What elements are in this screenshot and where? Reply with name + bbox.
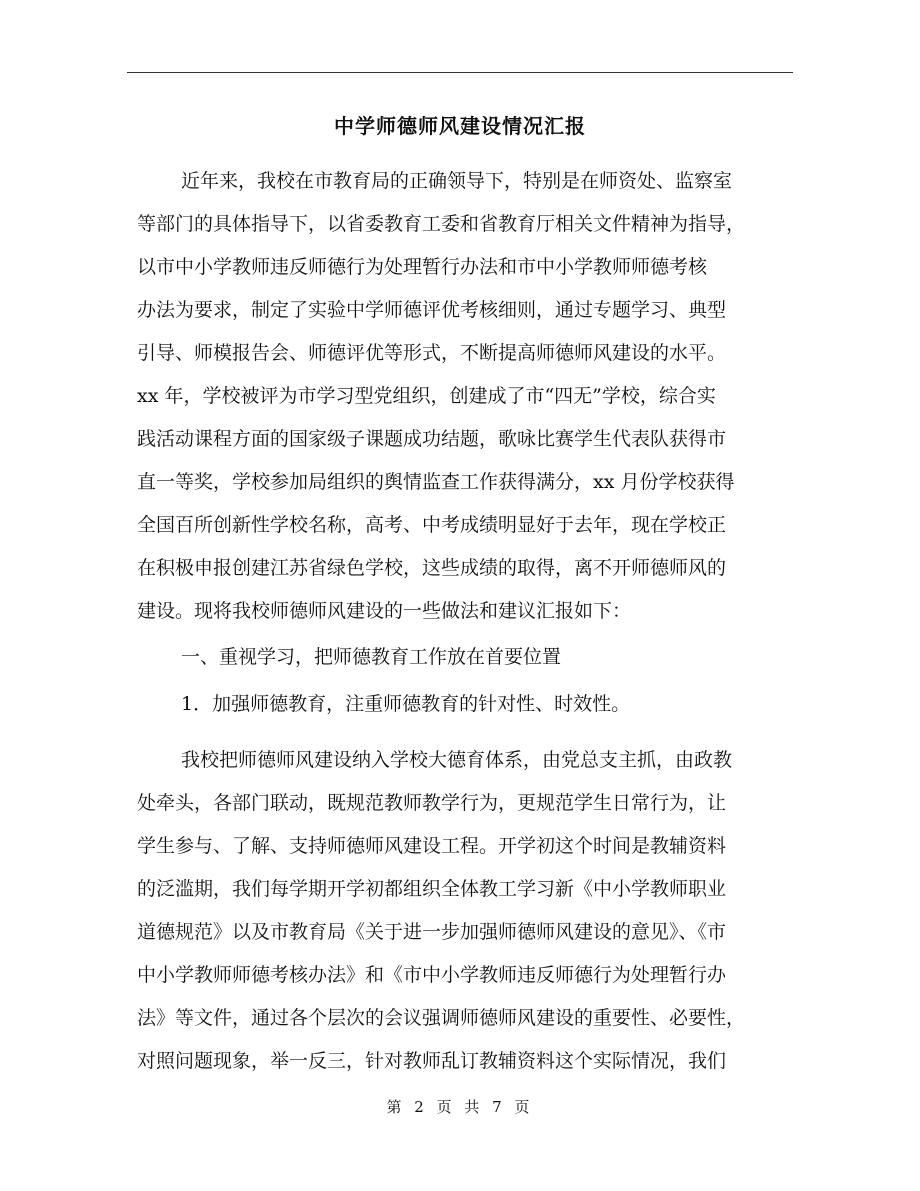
paragraph-line: 对照问题现象，举一反三，针对教师乱订教辅资料这个实际情况，我们	[137, 1050, 727, 1072]
paragraph-line: 等部门的具体指导下，以省委教育工委和省教育厅相关文件精神为指导，	[137, 213, 746, 235]
paragraph-line: xx 年，学校被评为市学习型党组织，创建成了市“四无”学校，综合实	[137, 385, 716, 407]
paragraph-line: 我校把师德师风建设纳入学校大德育体系，由党总支主抓，由政教	[181, 749, 733, 771]
paragraph-line: 中小学教师师德考核办法》和《市中小学教师违反师德行为处理暂行办	[137, 964, 727, 986]
paragraph-line: 的泛滥期，我们每学期开学初都组织全体教工学习新《中小学教师职业	[137, 878, 727, 900]
paragraph-line: 全国百所创新性学校名称，高考、中考成绩明显好于去年，现在学校正	[137, 514, 727, 536]
paragraph-line: 建设。现将我校师德师风建设的一些做法和建议汇报如下：	[137, 600, 632, 622]
paragraph-line: 直一等奖，学校参加局组织的舆情监查工作获得满分，xx 月份学校获得	[137, 471, 735, 493]
document-title: 中学师德师风建设情况汇报	[334, 114, 586, 138]
paragraph-line: 学生参与、了解、支持师德师风建设工程。开学初这个时间是教辅资料	[137, 835, 727, 857]
header-rule	[127, 72, 793, 73]
paragraph-line: 以市中小学教师违反师德行为处理暂行办法和市中小学教师师德考核	[137, 256, 708, 278]
paragraph-line: 引导、师模报告会、师德评优等形式，不断提高师德师风建设的水平。	[137, 342, 727, 364]
page-number: 第 2 页 共 7 页	[386, 1098, 534, 1116]
paragraph-line: 在积极申报创建江苏省绿色学校，这些成绩的取得，离不开师德师风的	[137, 557, 727, 579]
paragraph-line: 道德规范》以及市教育局《关于进一步加强师德师风建设的意见》、《市	[137, 921, 727, 943]
paragraph-line: 法》等文件，通过各个层次的会议强调师德师风建设的重要性、必要性，	[137, 1007, 746, 1029]
subsection-heading: 1．加强师德教育，注重师德教育的针对性、时效性。	[181, 693, 631, 715]
paragraph-line: 近年来，我校在市教育局的正确领导下，特别是在师资处、监察室	[181, 170, 733, 192]
section-heading: 一、重视学习，把师德教育工作放在首要位置	[181, 646, 562, 668]
paragraph-line: 处牵头，各部门联动，既规范教师教学行为，更规范学生日常行为，让	[137, 792, 727, 814]
paragraph-line: 办法为要求，制定了实验中学师德评优考核细则，通过专题学习、典型	[137, 299, 727, 321]
paragraph-line: 践活动课程方面的国家级子课题成功结题，歌咏比赛学生代表队获得市	[137, 428, 727, 450]
